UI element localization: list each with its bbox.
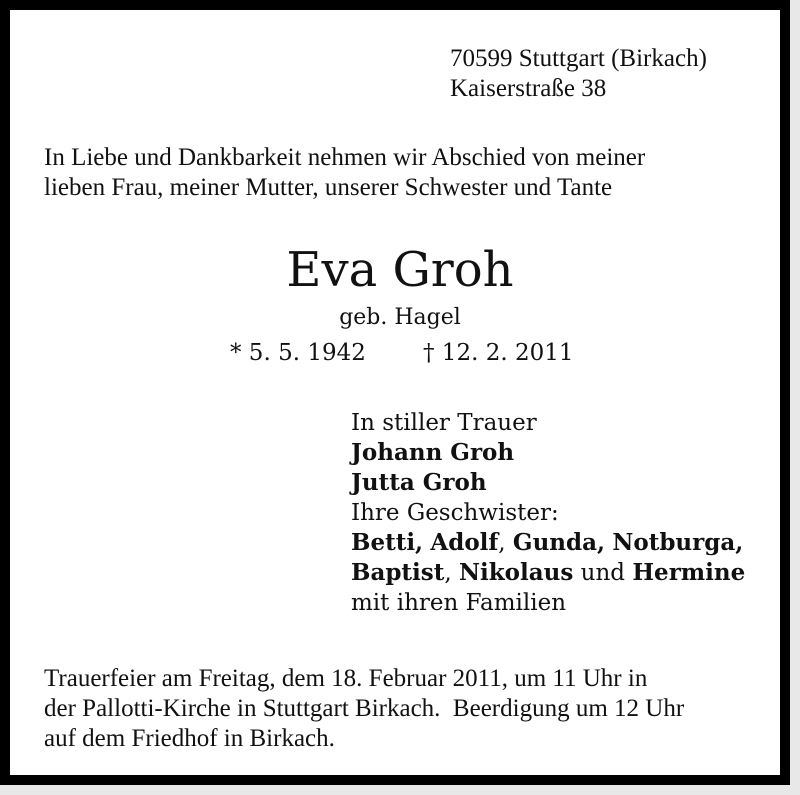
maiden-name: geb. Hagel (339, 305, 461, 330)
intro-line-2: lieben Frau, meiner Mutter, unserer Schwester und Tante (44, 174, 613, 201)
sibling-name: Notburga, (612, 529, 744, 556)
separator: und (573, 560, 633, 586)
sibling-name: Betti, (351, 529, 424, 556)
separator: , (444, 560, 459, 586)
death-date: † 12. 2. 2011 (423, 340, 574, 366)
address-street: Kaiserstraße 38 (450, 75, 607, 102)
mourner-child: Jutta Groh (351, 469, 487, 496)
intro-text (44, 143, 645, 203)
intro-line-1: In Liebe und Dankbarkeit nehmen wir Abschied von meiner (44, 144, 646, 171)
sibling-name: Baptist (351, 559, 445, 586)
separator: , (498, 530, 513, 556)
sibling-name: Adolf (430, 529, 499, 556)
deceased-name: Eva Groh (286, 242, 514, 298)
mourners-closing: mit ihren Familien (351, 590, 567, 616)
address-city: 70599 Stuttgart (Birkach) (450, 45, 707, 72)
page-edge-bottom (0, 785, 800, 795)
birth-date: * 5. 5. 1942 (230, 340, 366, 366)
sibling-name: Nikolaus (458, 559, 574, 586)
page-edge-right (790, 0, 800, 795)
mourners-block (351, 408, 745, 618)
sibling-name: Hermine (632, 559, 746, 586)
sibling-name: Gunda, (512, 529, 606, 556)
mourner-spouse: Johann Groh (351, 439, 515, 466)
siblings-line-1 (351, 528, 745, 558)
siblings-line-2 (351, 558, 745, 588)
service-line-2: der Pallotti-Kirche in Stuttgart Birkach. Beerdigung um 12 Uhr (44, 695, 685, 722)
service-line-3: auf dem Friedhof in Birkach. (44, 725, 335, 752)
address-block (450, 44, 707, 104)
mourners-heading: In stiller Trauer (351, 410, 537, 436)
siblings-label: Ihre Geschwister: (351, 500, 559, 526)
service-details (44, 664, 684, 754)
service-line-1: Trauerfeier am Freitag, dem 18. Februar 2011, um 11 Uhr in (44, 665, 648, 692)
